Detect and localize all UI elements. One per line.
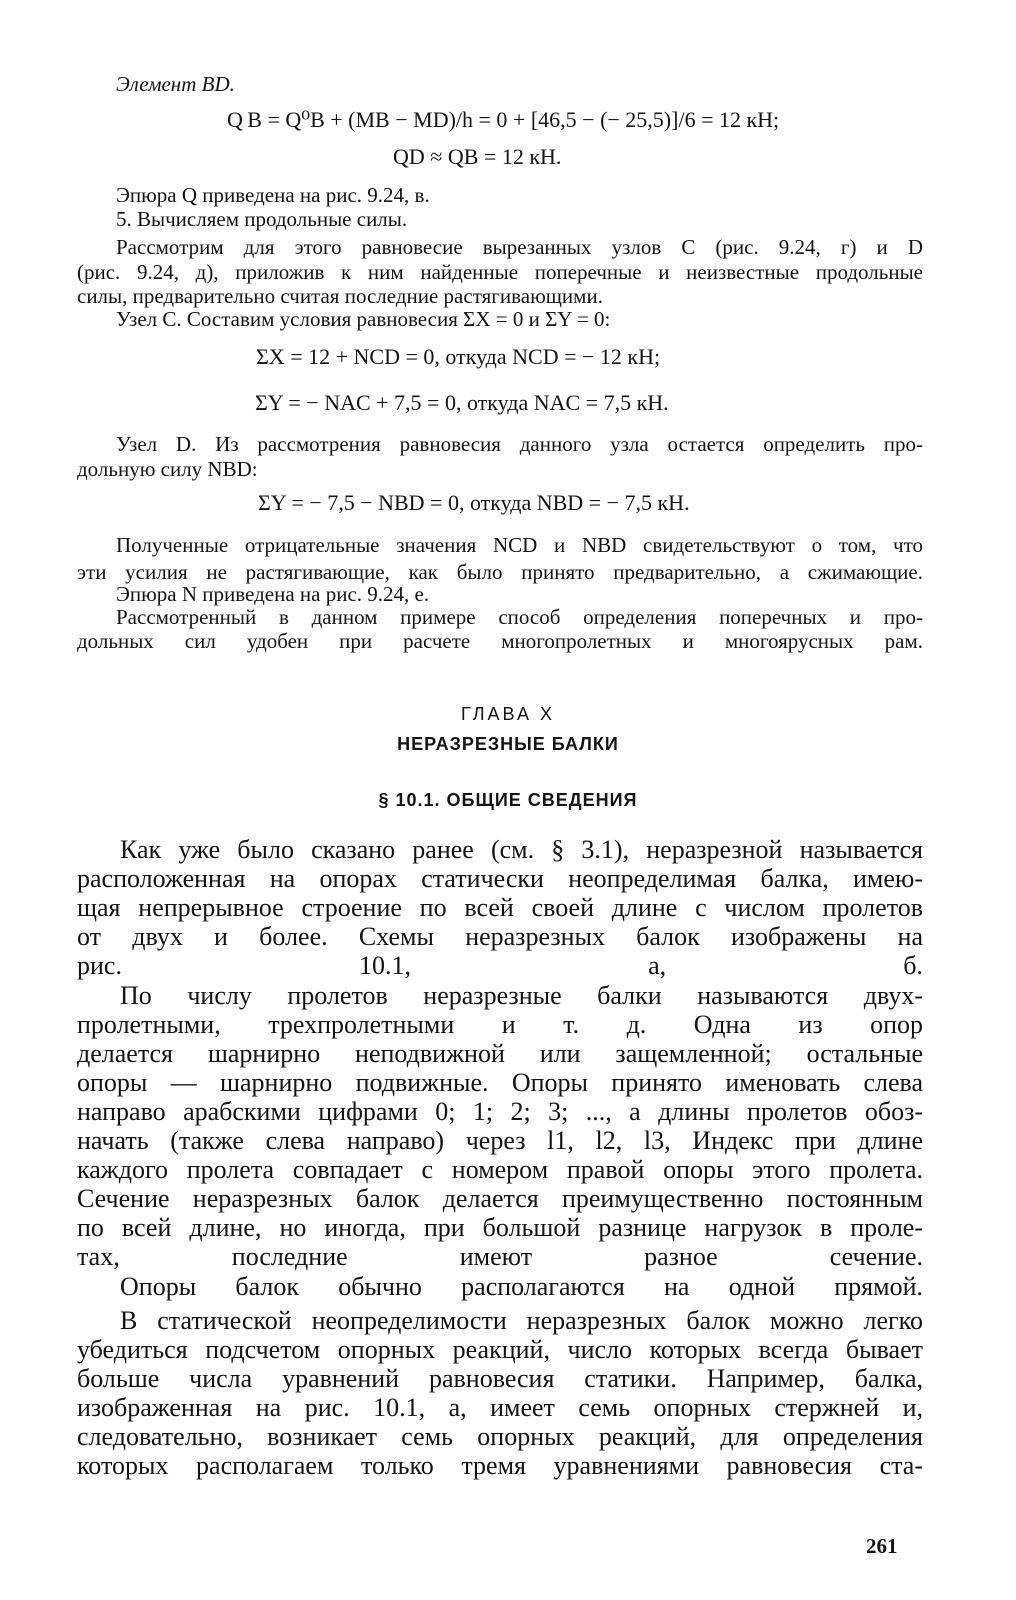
body-p1-line-2: расположенная на опорах статически неопределимая балка, имею- <box>77 864 923 893</box>
step-5-line: 5. Вычисляем продольные силы. <box>116 207 408 231</box>
body-p4-line-4: изображенная на рис. 10.1, а, имеет семь опорных стержней и, <box>77 1393 923 1422</box>
body-p1-line-3: щая непрерывное строение по всей своей длине с числом пролетов <box>77 893 923 922</box>
method-line-2: дольных сил удобен при расчете многопролетных и многоярусных рам. <box>77 629 923 653</box>
chapter-label: ГЛАВА X <box>461 704 555 724</box>
negative-line-1: Полученные отрицательные значения NCD и NBD свидетельствуют о том, что <box>116 533 923 557</box>
epura-q-line: Эпюра Q приведена на рис. 9.24, в. <box>116 183 430 207</box>
body-p4-line-6: которых располагаем только тремя уравнениями равновесия ста- <box>77 1451 923 1480</box>
node-c-line: Узел C. Составим условия равновесия ΣX = 0 и ΣY = 0: <box>116 307 611 331</box>
body-p4-line-1: В статической неопределимости неразрезных балок можно легко <box>120 1306 923 1335</box>
body-p2-line-3: делается шарнирно неподвижной или защемленной; остальные <box>77 1039 923 1068</box>
equation-sum-x: ΣX = 12 + NCD = 0, откуда NCD = − 12 кН; <box>256 344 661 369</box>
node-d-line-2: дольную силу NBD: <box>77 457 258 481</box>
equation-sum-y-d: ΣY = − 7,5 − NBD = 0, откуда NBD = − 7,5 кН. <box>258 490 690 515</box>
body-p3-line: Опоры балок обычно располагаются на одной прямой. <box>120 1272 923 1301</box>
node-d-line-1: Узел D. Из рассмотрения равновесия данного узла остается определить про- <box>116 432 923 456</box>
equation-qd: QD ≈ QB = 12 кН. <box>393 144 562 169</box>
chapter-title: НЕРАЗРЕЗНЫЕ БАЛКИ <box>397 734 619 754</box>
equation-sum-y: ΣY = − NAC + 7,5 = 0, откуда NAC = 7,5 кН. <box>255 390 669 415</box>
body-p4-line-3: больше числа уравнений равновесия статики. Например, балка, <box>77 1364 923 1393</box>
body-p4-line-5: следовательно, возникает семь опорных реакций, для определения <box>77 1422 923 1451</box>
body-p2-line-5: направо арабскими цифрами 0; 1; 2; 3; ..., а длины пролетов обоз- <box>77 1097 923 1126</box>
body-p1-line-5: рис. 10.1, а, б. <box>77 951 923 980</box>
body-p1-line-1: Как уже было сказано ранее (см. § 3.1), неразрезной называется <box>120 835 923 864</box>
equation-qb: Q B = Q⁰B + (MB − MD)/h = 0 + [46,5 − (− 25,5)]/6 = 12 кН; <box>227 107 780 132</box>
body-p2-line-2: пролетными, трехпролетными и т. д. Одна из опор <box>77 1010 923 1039</box>
element-heading: Элемент BD. <box>116 72 235 96</box>
epura-n-line: Эпюра N приведена на рис. 9.24, е. <box>116 582 430 606</box>
body-p2-line-7: каждого пролета совпадает с номером правой опоры этого пролета. <box>77 1155 923 1184</box>
body-p2-line-6: начать (также слева направо) через l1, l2, l3, Индекс при длине <box>77 1126 923 1155</box>
negative-line-2: эти усилия не растягивающие, как было принято предварительно, а сжимающие. <box>77 560 923 584</box>
body-p2-line-9: по всей длине, но иногда, при большой разнице нагрузок в проле- <box>77 1213 923 1242</box>
consider-line-3: силы, предварительно считая последние растягивающими. <box>77 284 603 308</box>
body-p2-line-8: Сечение неразрезных балок делается преимущественно постоянным <box>77 1184 923 1213</box>
page-number: 261 <box>866 1534 898 1558</box>
body-p4-line-2: убедиться подсчетом опорных реакций, число которых всегда бывает <box>77 1335 923 1364</box>
consider-line-2: (рис. 9.24, д), приложив к ним найденные поперечные и неизвестные продольные <box>77 260 923 284</box>
body-p2-line-10: тах, последние имеют разное сечение. <box>77 1242 923 1271</box>
body-p2-line-4: опоры — шарнирно подвижные. Опоры принято именовать слева <box>77 1068 923 1097</box>
section-heading: § 10.1. ОБЩИЕ СВЕДЕНИЯ <box>378 790 638 810</box>
method-line-1: Рассмотренный в данном примере способ определения поперечных и про- <box>116 605 923 629</box>
body-p2-line-1: По числу пролетов неразрезные балки называются двух- <box>120 981 923 1010</box>
body-p1-line-4: от двух и более. Схемы неразрезных балок изображены на <box>77 922 923 951</box>
consider-line-1: Рассмотрим для этого равновесие вырезанных узлов C (рис. 9.24, г) и D <box>116 235 923 259</box>
